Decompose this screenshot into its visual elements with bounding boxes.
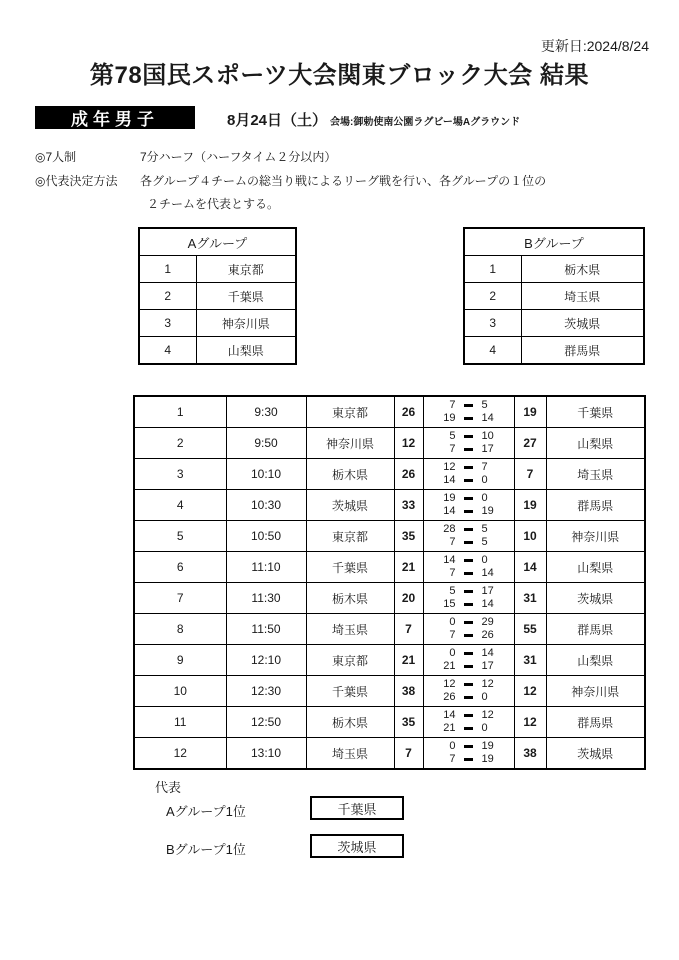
home-total-score: 12 bbox=[394, 428, 423, 459]
half-scores-cell bbox=[423, 738, 514, 770]
score-separator-dash bbox=[464, 404, 473, 407]
match-number: 8 bbox=[134, 614, 226, 645]
half-scores-cell bbox=[423, 583, 514, 614]
first-half-away-score: 12 bbox=[481, 709, 494, 721]
update-date: 更新日:2024/8/24 bbox=[540, 38, 649, 54]
home-team-name: 栃木県 bbox=[306, 583, 394, 614]
away-team-name: 山梨県 bbox=[546, 645, 645, 676]
home-team-name: 東京都 bbox=[306, 645, 394, 676]
group-a-table bbox=[138, 227, 297, 365]
group-b-header-row bbox=[464, 228, 644, 256]
match-row bbox=[134, 583, 645, 614]
match-number: 2 bbox=[134, 428, 226, 459]
home-team-name: 神奈川県 bbox=[306, 428, 394, 459]
second-half-home-score: 7 bbox=[449, 753, 456, 765]
away-team-name: 群馬県 bbox=[546, 490, 645, 521]
rule-selection-text-line2: ２チームを代表とする。 bbox=[147, 197, 280, 211]
away-team-name: 群馬県 bbox=[546, 707, 645, 738]
home-team-name: 栃木県 bbox=[306, 707, 394, 738]
group-a-team-row bbox=[139, 283, 296, 310]
seed-number: 2 bbox=[464, 283, 521, 310]
first-half-score bbox=[424, 399, 514, 412]
group-b-team-row bbox=[464, 256, 644, 283]
score-separator-dash bbox=[464, 510, 473, 513]
score-separator-dash bbox=[464, 541, 473, 544]
score-separator-dash bbox=[464, 696, 473, 699]
first-half-home-score: 0 bbox=[449, 647, 456, 659]
second-half-away-score: 14 bbox=[481, 412, 494, 424]
first-half-home-score: 14 bbox=[443, 554, 456, 566]
score-separator-dash bbox=[464, 621, 473, 624]
first-half-score bbox=[424, 554, 514, 567]
second-half-away-score: 17 bbox=[481, 660, 494, 672]
first-half-home-score: 14 bbox=[443, 709, 456, 721]
group-a-team-row bbox=[139, 310, 296, 337]
first-half-away-score: 5 bbox=[481, 523, 488, 535]
match-row bbox=[134, 459, 645, 490]
home-team-name: 千葉県 bbox=[306, 676, 394, 707]
first-half-score bbox=[424, 430, 514, 443]
group-a-winner-label: Aグループ1位 bbox=[166, 804, 246, 819]
match-row bbox=[134, 428, 645, 459]
team-name: 千葉県 bbox=[196, 283, 296, 310]
score-separator-dash bbox=[464, 652, 473, 655]
first-half-home-score: 28 bbox=[443, 523, 456, 535]
match-time: 12:10 bbox=[226, 645, 306, 676]
group-b-team-row bbox=[464, 283, 644, 310]
seed-number: 3 bbox=[139, 310, 196, 337]
score-separator-dash bbox=[464, 665, 473, 668]
away-total-score: 12 bbox=[514, 707, 546, 738]
first-half-score bbox=[424, 678, 514, 691]
home-team-name: 茨城県 bbox=[306, 490, 394, 521]
second-half-home-score: 15 bbox=[443, 598, 456, 610]
score-separator-dash bbox=[464, 745, 473, 748]
match-row bbox=[134, 396, 645, 428]
rule-format-text: 7分ハーフ（ハーフタイム２分以内） bbox=[140, 150, 337, 164]
away-total-score: 10 bbox=[514, 521, 546, 552]
rule-format-label: ◎7人制 bbox=[35, 150, 77, 164]
team-name: 埼玉県 bbox=[521, 283, 644, 310]
second-half-away-score: 19 bbox=[481, 753, 494, 765]
group-b-winner-label: Bグループ1位 bbox=[166, 842, 246, 857]
second-half-home-score: 7 bbox=[449, 567, 456, 579]
match-time: 10:30 bbox=[226, 490, 306, 521]
second-half-score bbox=[424, 722, 514, 735]
match-time: 10:50 bbox=[226, 521, 306, 552]
half-scores-cell bbox=[423, 459, 514, 490]
seed-number: 3 bbox=[464, 310, 521, 337]
second-half-score bbox=[424, 691, 514, 704]
second-half-score bbox=[424, 505, 514, 518]
first-half-away-score: 29 bbox=[481, 616, 494, 628]
first-half-away-score: 12 bbox=[481, 678, 494, 690]
first-half-away-score: 7 bbox=[481, 461, 488, 473]
score-separator-dash bbox=[464, 435, 473, 438]
half-scores-cell bbox=[423, 676, 514, 707]
score-separator-dash bbox=[464, 634, 473, 637]
second-half-home-score: 7 bbox=[449, 629, 456, 641]
match-row bbox=[134, 645, 645, 676]
home-team-name: 栃木県 bbox=[306, 459, 394, 490]
match-row bbox=[134, 490, 645, 521]
group-b-table bbox=[463, 227, 645, 365]
group-a-team-row bbox=[139, 256, 296, 283]
second-half-home-score: 26 bbox=[443, 691, 456, 703]
team-name: 茨城県 bbox=[521, 310, 644, 337]
first-half-home-score: 12 bbox=[443, 678, 456, 690]
away-total-score: 14 bbox=[514, 552, 546, 583]
home-team-name: 埼玉県 bbox=[306, 614, 394, 645]
half-scores-cell bbox=[423, 428, 514, 459]
second-half-score bbox=[424, 567, 514, 580]
match-row bbox=[134, 707, 645, 738]
second-half-home-score: 14 bbox=[443, 505, 456, 517]
away-team-name: 神奈川県 bbox=[546, 521, 645, 552]
second-half-home-score: 7 bbox=[449, 536, 456, 548]
match-time: 13:10 bbox=[226, 738, 306, 770]
team-name: 山梨県 bbox=[196, 337, 296, 365]
match-number: 12 bbox=[134, 738, 226, 770]
half-scores-cell bbox=[423, 490, 514, 521]
team-name: 東京都 bbox=[196, 256, 296, 283]
half-scores-cell bbox=[423, 645, 514, 676]
score-separator-dash bbox=[464, 603, 473, 606]
match-number: 11 bbox=[134, 707, 226, 738]
score-separator-dash bbox=[464, 590, 473, 593]
seed-number: 1 bbox=[464, 256, 521, 283]
home-total-score: 26 bbox=[394, 396, 423, 428]
match-row bbox=[134, 676, 645, 707]
first-half-home-score: 0 bbox=[449, 740, 456, 752]
away-team-name: 山梨県 bbox=[546, 428, 645, 459]
home-total-score: 35 bbox=[394, 707, 423, 738]
match-row bbox=[134, 552, 645, 583]
second-half-score bbox=[424, 443, 514, 456]
first-half-score bbox=[424, 461, 514, 474]
away-total-score: 12 bbox=[514, 676, 546, 707]
group-b-winner-box: 茨城県 bbox=[310, 834, 404, 858]
away-total-score: 31 bbox=[514, 645, 546, 676]
home-total-score: 7 bbox=[394, 614, 423, 645]
second-half-away-score: 14 bbox=[481, 567, 494, 579]
first-half-home-score: 5 bbox=[449, 585, 456, 597]
second-half-score bbox=[424, 412, 514, 425]
first-half-home-score: 0 bbox=[449, 616, 456, 628]
away-total-score: 27 bbox=[514, 428, 546, 459]
first-half-score bbox=[424, 709, 514, 722]
score-separator-dash bbox=[464, 559, 473, 562]
team-name: 群馬県 bbox=[521, 337, 644, 365]
first-half-score bbox=[424, 523, 514, 536]
event-venue: 会場:御勅使南公園ラグビー場Aグラウンド bbox=[330, 117, 521, 128]
half-scores-cell bbox=[423, 552, 514, 583]
home-team-name: 千葉県 bbox=[306, 552, 394, 583]
away-team-name: 茨城県 bbox=[546, 583, 645, 614]
match-row bbox=[134, 614, 645, 645]
first-half-home-score: 19 bbox=[443, 492, 456, 504]
first-half-score bbox=[424, 585, 514, 598]
first-half-score bbox=[424, 616, 514, 629]
seed-number: 4 bbox=[464, 337, 521, 365]
away-total-score: 7 bbox=[514, 459, 546, 490]
match-time: 11:30 bbox=[226, 583, 306, 614]
event-date: 8月24日（土） bbox=[227, 112, 328, 129]
match-time: 9:30 bbox=[226, 396, 306, 428]
match-time: 11:50 bbox=[226, 614, 306, 645]
second-half-score bbox=[424, 660, 514, 673]
match-number: 9 bbox=[134, 645, 226, 676]
group-b-title: Bグループ bbox=[464, 228, 644, 256]
away-team-name: 群馬県 bbox=[546, 614, 645, 645]
second-half-away-score: 17 bbox=[481, 443, 494, 455]
score-separator-dash bbox=[464, 466, 473, 469]
first-half-away-score: 19 bbox=[481, 740, 494, 752]
second-half-score bbox=[424, 536, 514, 549]
team-name: 栃木県 bbox=[521, 256, 644, 283]
group-a-header-row bbox=[139, 228, 296, 256]
second-half-score bbox=[424, 753, 514, 766]
away-team-name: 千葉県 bbox=[546, 396, 645, 428]
score-separator-dash bbox=[464, 727, 473, 730]
home-team-name: 東京都 bbox=[306, 521, 394, 552]
home-total-score: 33 bbox=[394, 490, 423, 521]
first-half-away-score: 0 bbox=[481, 554, 488, 566]
representatives-heading: 代表 bbox=[155, 780, 182, 795]
second-half-home-score: 21 bbox=[443, 660, 456, 672]
team-name: 神奈川県 bbox=[196, 310, 296, 337]
away-team-name: 埼玉県 bbox=[546, 459, 645, 490]
second-half-away-score: 5 bbox=[481, 536, 488, 548]
first-half-away-score: 17 bbox=[481, 585, 494, 597]
away-total-score: 55 bbox=[514, 614, 546, 645]
home-total-score: 21 bbox=[394, 552, 423, 583]
score-separator-dash bbox=[464, 497, 473, 500]
match-time: 12:30 bbox=[226, 676, 306, 707]
half-scores-cell bbox=[423, 396, 514, 428]
score-separator-dash bbox=[464, 572, 473, 575]
second-half-home-score: 7 bbox=[449, 443, 456, 455]
score-separator-dash bbox=[464, 479, 473, 482]
seed-number: 2 bbox=[139, 283, 196, 310]
group-a-winner-box: 千葉県 bbox=[310, 796, 404, 820]
away-team-name: 神奈川県 bbox=[546, 676, 645, 707]
second-half-away-score: 26 bbox=[481, 629, 494, 641]
second-half-away-score: 0 bbox=[481, 474, 488, 486]
away-total-score: 38 bbox=[514, 738, 546, 770]
category-banner: 成年男子 bbox=[35, 106, 195, 129]
score-separator-dash bbox=[464, 528, 473, 531]
away-total-score: 19 bbox=[514, 490, 546, 521]
home-total-score: 21 bbox=[394, 645, 423, 676]
match-number: 5 bbox=[134, 521, 226, 552]
half-scores-cell bbox=[423, 707, 514, 738]
page-title: 第78国民スポーツ大会関東ブロック大会 結果 bbox=[90, 62, 589, 89]
first-half-home-score: 12 bbox=[443, 461, 456, 473]
first-half-away-score: 10 bbox=[481, 430, 494, 442]
group-b-team-row bbox=[464, 310, 644, 337]
home-total-score: 7 bbox=[394, 738, 423, 770]
score-separator-dash bbox=[464, 448, 473, 451]
group-b-team-row bbox=[464, 337, 644, 365]
match-number: 6 bbox=[134, 552, 226, 583]
home-total-score: 35 bbox=[394, 521, 423, 552]
home-total-score: 38 bbox=[394, 676, 423, 707]
first-half-away-score: 14 bbox=[481, 647, 494, 659]
first-half-score bbox=[424, 492, 514, 505]
first-half-score bbox=[424, 647, 514, 660]
second-half-away-score: 0 bbox=[481, 691, 488, 703]
seed-number: 1 bbox=[139, 256, 196, 283]
home-total-score: 26 bbox=[394, 459, 423, 490]
second-half-home-score: 14 bbox=[443, 474, 456, 486]
first-half-away-score: 0 bbox=[481, 492, 488, 504]
match-number: 1 bbox=[134, 396, 226, 428]
away-total-score: 19 bbox=[514, 396, 546, 428]
away-team-name: 茨城県 bbox=[546, 738, 645, 770]
match-number: 4 bbox=[134, 490, 226, 521]
home-team-name: 埼玉県 bbox=[306, 738, 394, 770]
half-scores-cell bbox=[423, 521, 514, 552]
half-scores-cell bbox=[423, 614, 514, 645]
first-half-away-score: 5 bbox=[481, 399, 488, 411]
match-number: 10 bbox=[134, 676, 226, 707]
second-half-score bbox=[424, 598, 514, 611]
second-half-home-score: 21 bbox=[443, 722, 456, 734]
first-half-home-score: 7 bbox=[449, 399, 456, 411]
second-half-away-score: 19 bbox=[481, 505, 494, 517]
match-number: 7 bbox=[134, 583, 226, 614]
score-separator-dash bbox=[464, 417, 473, 420]
home-team-name: 東京都 bbox=[306, 396, 394, 428]
away-team-name: 山梨県 bbox=[546, 552, 645, 583]
second-half-home-score: 19 bbox=[443, 412, 456, 424]
rule-selection-label: ◎代表決定方法 bbox=[35, 174, 118, 188]
match-number: 3 bbox=[134, 459, 226, 490]
away-total-score: 31 bbox=[514, 583, 546, 614]
first-half-home-score: 5 bbox=[449, 430, 456, 442]
group-a-team-row bbox=[139, 337, 296, 365]
match-time: 9:50 bbox=[226, 428, 306, 459]
match-row bbox=[134, 521, 645, 552]
match-time: 10:10 bbox=[226, 459, 306, 490]
score-separator-dash bbox=[464, 683, 473, 686]
score-separator-dash bbox=[464, 714, 473, 717]
score-separator-dash bbox=[464, 758, 473, 761]
seed-number: 4 bbox=[139, 337, 196, 365]
first-half-score bbox=[424, 740, 514, 753]
home-total-score: 20 bbox=[394, 583, 423, 614]
second-half-away-score: 0 bbox=[481, 722, 488, 734]
match-row bbox=[134, 738, 645, 770]
rule-selection-text-line1: 各グループ４チームの総当り戦によるリーグ戦を行い、各グループの１位の bbox=[140, 174, 547, 188]
group-a-title: Aグループ bbox=[139, 228, 296, 256]
second-half-away-score: 14 bbox=[481, 598, 494, 610]
match-time: 12:50 bbox=[226, 707, 306, 738]
second-half-score bbox=[424, 474, 514, 487]
match-time: 11:10 bbox=[226, 552, 306, 583]
match-results-table bbox=[133, 395, 646, 770]
second-half-score bbox=[424, 629, 514, 642]
